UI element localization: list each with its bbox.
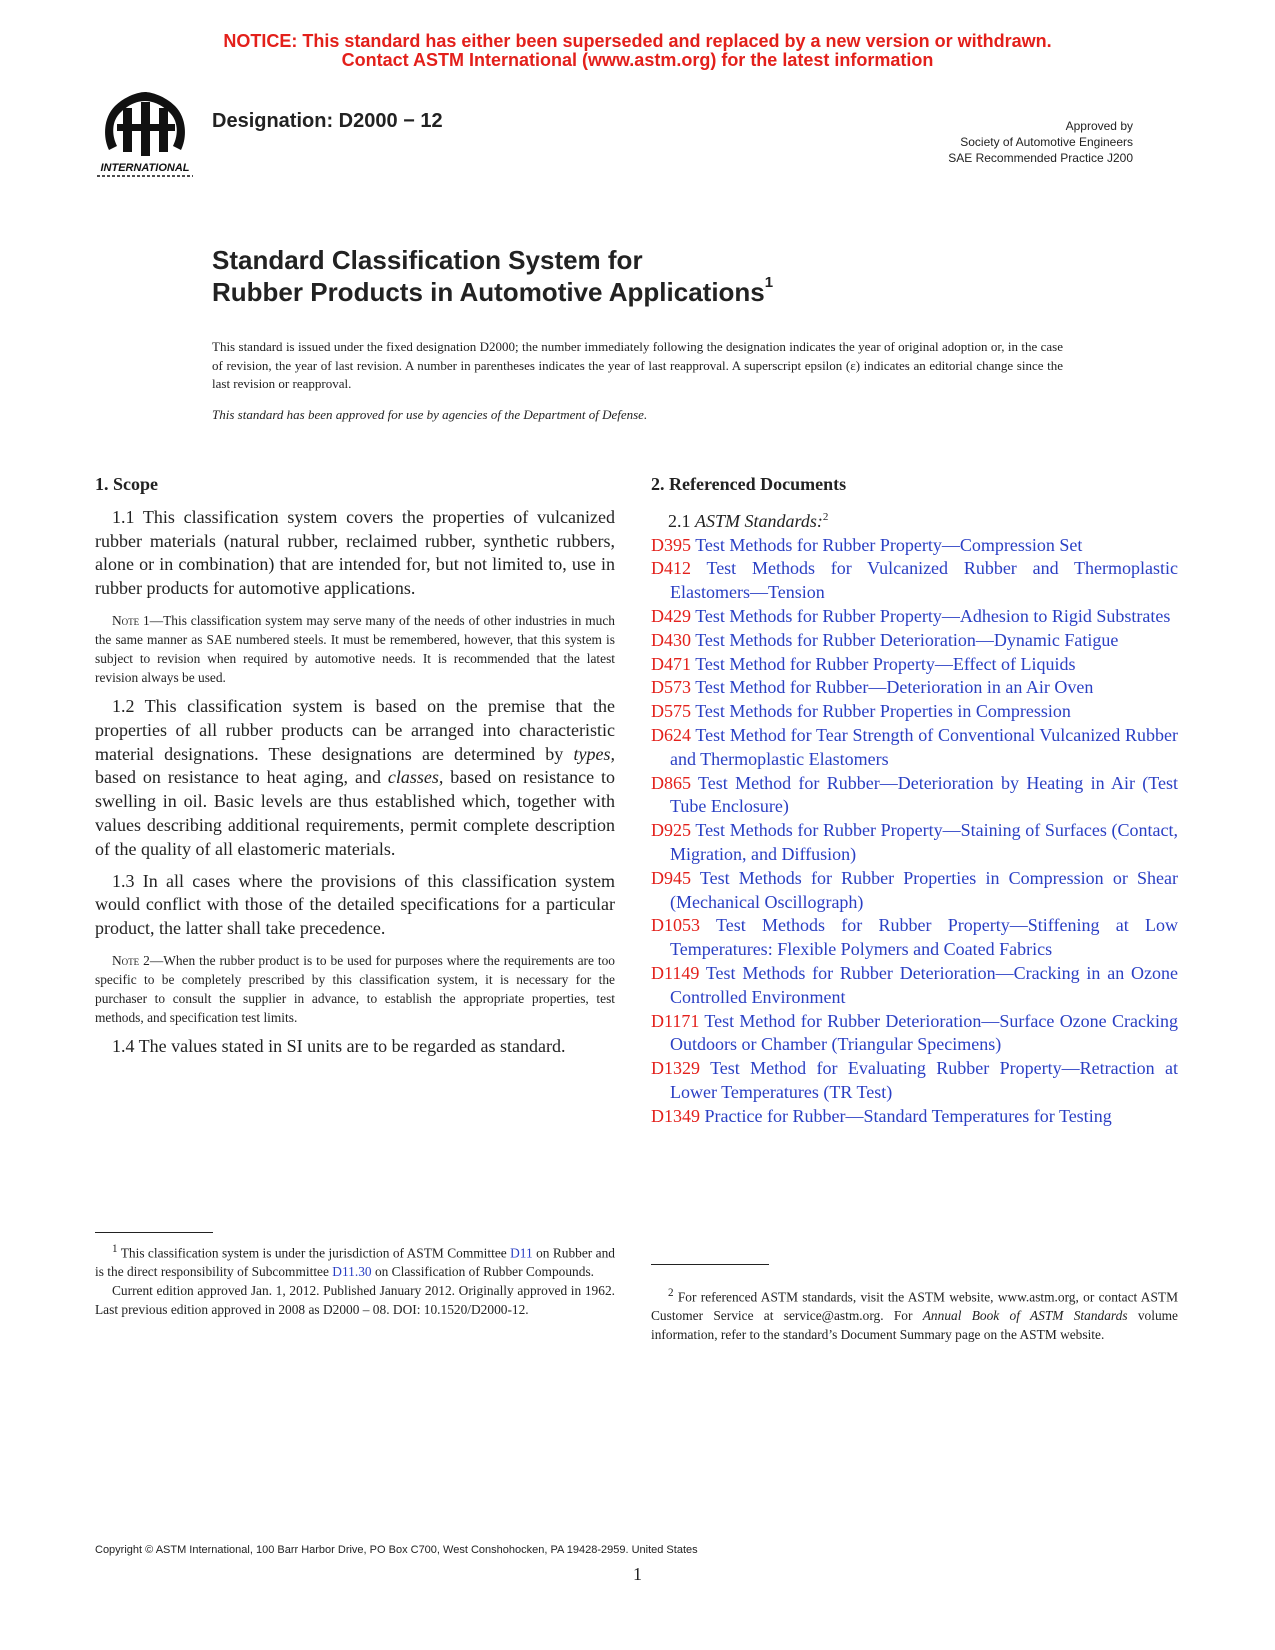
note-1 <box>95 611 615 687</box>
footnote-1-para-1 <box>95 1240 615 1281</box>
subheading-label: ASTM Standards: <box>695 510 823 531</box>
scope-section <box>95 473 615 1067</box>
footnote-1-text-c: on Classification of Rubber Compounds. <box>371 1264 595 1280</box>
reference-code[interactable]: D1149 <box>651 962 700 983</box>
footnote-2-para <box>651 1284 1178 1344</box>
reference-item[interactable] <box>651 605 1178 629</box>
title-footnote-mark[interactable]: 1 <box>764 274 774 291</box>
page-number: 1 <box>633 1564 642 1584</box>
reference-item[interactable] <box>651 914 1178 962</box>
reference-item[interactable] <box>651 1010 1178 1058</box>
p12-part-c: based on resistance to swelling in oil. Basic levels are thus established which, together with values describing additional requirements, permit complete description of the quality of all elastomeric materials. <box>95 767 615 859</box>
reference-code[interactable]: D1349 <box>651 1105 700 1126</box>
reference-item[interactable] <box>651 962 1178 1010</box>
p12-types: types, <box>573 743 615 764</box>
supersede-notice <box>0 32 1275 70</box>
footnote-2-text-b: volume information, refer to the standard’s Document Summary page on the ASTM website. <box>651 1308 1178 1343</box>
note-1-text: —This classification system may serve many of the needs of other industries in much the same manner as SAE numbered steels. It must be remembered, however, that this system is subject to revision when required by automotive needs. It is recommended that the latest revision always be used. <box>95 612 615 685</box>
logo-text: INTERNATIONAL <box>100 162 190 174</box>
reference-code[interactable]: D1171 <box>651 1010 700 1031</box>
footnote-rule-right <box>651 1264 769 1265</box>
document-title <box>212 244 773 308</box>
reference-title[interactable]: Test Method for Rubber—Deterioration by Heating in Air (Test Tube Enclosure) <box>670 772 1179 817</box>
reference-title[interactable]: Test Method for Rubber Property—Effect of Liquids <box>695 653 1076 674</box>
reference-code[interactable]: D395 <box>651 534 691 555</box>
notice-line-1: NOTICE: This standard has either been superseded and replaced by a new version or withdrawn. <box>223 31 1052 51</box>
scope-paragraph-1-3: 1.3 In all cases where the provisions of this classification system would conflict with those of the detailed specifications for a particular product, the latter shall take precedence. <box>95 870 615 939</box>
designation: Designation: D2000 − 12 <box>212 110 443 132</box>
footnote-2-italic: Annual Book of ASTM Standards <box>922 1308 1128 1324</box>
reference-title[interactable]: Test Methods for Rubber Property—Adhesion to Rigid Substrates <box>695 605 1171 626</box>
footnote-2-mark: 2 <box>668 1287 674 1299</box>
note-1-label: Note 1 <box>112 612 150 628</box>
issuance-statement: This standard is issued under the fixed designation D2000; the number immediately following the designation indicates the year of original adoption or, in the case of revision, the year of last revision. A number in parentheses indicates the year of last reapproval. A superscript epsilon (ε) indicates an editorial change since the last revision or reapproval. <box>212 339 1063 391</box>
reference-title[interactable]: Test Methods for Rubber Property—Compression Set <box>695 534 1083 555</box>
reference-item[interactable] <box>651 724 1178 772</box>
reference-code[interactable]: D945 <box>651 867 691 888</box>
scope-paragraph-1-2 <box>95 695 615 862</box>
committee-d11-link[interactable]: D11 <box>510 1245 533 1261</box>
reference-title[interactable]: Practice for Rubber—Standard Temperatures for Testing <box>704 1105 1112 1126</box>
reference-code[interactable]: D471 <box>651 653 691 674</box>
reference-code[interactable]: D430 <box>651 629 691 650</box>
title-line-2: Rubber Products in Automotive Applications <box>212 277 765 307</box>
astm-logo <box>95 88 195 180</box>
approved-line-1: Approved by <box>1065 119 1133 133</box>
subheading-footnote-mark[interactable]: 2 <box>822 510 829 523</box>
reference-code[interactable]: D925 <box>651 820 691 841</box>
subcommittee-d11-30-link[interactable]: D11.30 <box>332 1264 372 1280</box>
referenced-documents-section <box>651 473 1178 1129</box>
reference-title[interactable]: Test Methods for Rubber Deterioration—Dynamic Fatigue <box>695 629 1119 650</box>
footnote-1-mark: 1 <box>112 1243 118 1255</box>
note-2 <box>95 951 615 1027</box>
reference-code[interactable]: D573 <box>651 677 691 698</box>
p12-classes: classes, <box>387 767 444 788</box>
reference-title[interactable]: Test Methods for Vulcanized Rubber and Thermoplastic Elastomers—Tension <box>670 558 1178 603</box>
footnote-1-text-b: on Rubber and is the direct responsibility of Subcommittee <box>95 1245 615 1280</box>
reference-item[interactable] <box>651 700 1178 724</box>
footnote-1 <box>95 1240 615 1319</box>
reference-title[interactable]: Test Methods for Rubber Properties in Compression <box>695 701 1071 722</box>
reference-item[interactable] <box>651 629 1178 653</box>
p12-part-b: based on resistance to heat aging, and <box>95 767 388 788</box>
reference-title[interactable]: Test Method for Evaluating Rubber Property—Retraction at Lower Temperatures (TR Test) <box>670 1058 1178 1102</box>
footnote-2 <box>651 1284 1178 1344</box>
scope-paragraph-1-4: 1.4 The values stated in SI units are to be regarded as standard. <box>112 1035 566 1056</box>
copyright-line: Copyright © ASTM International, 100 Barr Harbor Drive, PO Box C700, West Conshohocken, PA 19428-2959. United States <box>95 1544 698 1556</box>
p12-part-a: 1.2 This classification system is based on the premise that the properties of all rubber products can be arranged into characteristic material designations. These designations are determined by <box>95 695 615 764</box>
reference-item[interactable] <box>651 819 1178 867</box>
reference-title[interactable]: Test Methods for Rubber Property—Stiffening at Low Temperatures: Flexible Polymers and Coated Fabrics <box>670 915 1178 960</box>
reference-item[interactable] <box>651 867 1178 915</box>
reference-title[interactable]: Test Method for Rubber Deterioration—Surface Ozone Cracking Outdoors or Chamber (Triangular Specimens) <box>670 1010 1178 1055</box>
reference-item[interactable] <box>651 534 1178 558</box>
references-heading: 2. Referenced Documents <box>651 474 847 494</box>
title-line-1: Standard Classification System for <box>212 245 643 275</box>
reference-title[interactable]: Test Methods for Rubber Properties in Compression or Shear (Mechanical Oscillograph) <box>670 867 1178 912</box>
reference-item[interactable] <box>651 1105 1178 1129</box>
reference-code[interactable]: D575 <box>651 701 691 722</box>
dod-statement: This standard has been approved for use by agencies of the Department of Defense. <box>212 407 648 422</box>
reference-code[interactable]: D865 <box>651 772 691 793</box>
reference-code[interactable]: D429 <box>651 605 691 626</box>
reference-title[interactable]: Test Method for Rubber—Deterioration in an Air Oven <box>695 677 1094 698</box>
reference-item[interactable] <box>651 772 1178 820</box>
reference-code[interactable]: D624 <box>651 724 691 745</box>
footnote-1-text-a: This classification system is under the jurisdiction of ASTM Committee <box>117 1245 511 1261</box>
scope-paragraph-1-1: 1.1 This classification system covers the properties of vulcanized rubber materials (natural rubber, reclaimed rubber, synthetic rubbers, alone or in combination) that are intended for, but not limited to, use in rubber products for automotive applications. <box>95 506 615 599</box>
note-2-label: Note 2 <box>112 952 150 968</box>
scope-heading: 1. Scope <box>95 474 158 494</box>
reference-code[interactable]: D1329 <box>651 1058 700 1079</box>
reference-item[interactable] <box>651 653 1178 677</box>
approved-line-3: SAE Recommended Practice J200 <box>948 151 1133 165</box>
approved-by-block <box>948 118 1133 166</box>
footnote-rule-left <box>95 1232 213 1233</box>
reference-code[interactable]: D412 <box>651 558 691 579</box>
approved-line-2: Society of Automotive Engineers <box>960 135 1133 149</box>
reference-title[interactable]: Test Methods for Rubber Deterioration—Cracking in an Ozone Controlled Environment <box>670 962 1178 1007</box>
reference-code[interactable]: D1053 <box>651 915 700 936</box>
reference-item[interactable] <box>651 676 1178 700</box>
footnote-2-text-a: For referenced ASTM standards, visit the ASTM website, www.astm.org, or contact ASTM Customer Service at service@astm.org. For <box>651 1289 1178 1324</box>
astm-standards-subheading <box>668 506 1178 534</box>
reference-title[interactable]: Test Methods for Rubber Property—Staining of Surfaces (Contact, Migration, and Diffusion) <box>670 820 1178 864</box>
reference-list <box>651 534 1178 1129</box>
reference-item[interactable] <box>651 1057 1178 1105</box>
subheading-number: 2.1 <box>668 510 695 531</box>
footnote-1-para-2: Current edition approved Jan. 1, 2012. Published January 2012. Originally approved in 1962. Last previous edition approved in 2008 as D2000 – 08. DOI: 10.1520/D2000-12. <box>95 1283 615 1318</box>
notice-line-2: Contact ASTM International (www.astm.org) for the latest information <box>341 50 934 70</box>
reference-item[interactable] <box>651 557 1178 605</box>
reference-title[interactable]: Test Method for Tear Strength of Conventional Vulcanized Rubber and Thermoplastic Elastomers <box>670 724 1178 769</box>
note-2-text: —When the rubber product is to be used for purposes where the requirements are too specific to be completely prescribed by this classification system, it is necessary for the purchaser to consult the supplier in advance, to establish the appropriate properties, test methods, and specification test limits. <box>95 952 615 1025</box>
